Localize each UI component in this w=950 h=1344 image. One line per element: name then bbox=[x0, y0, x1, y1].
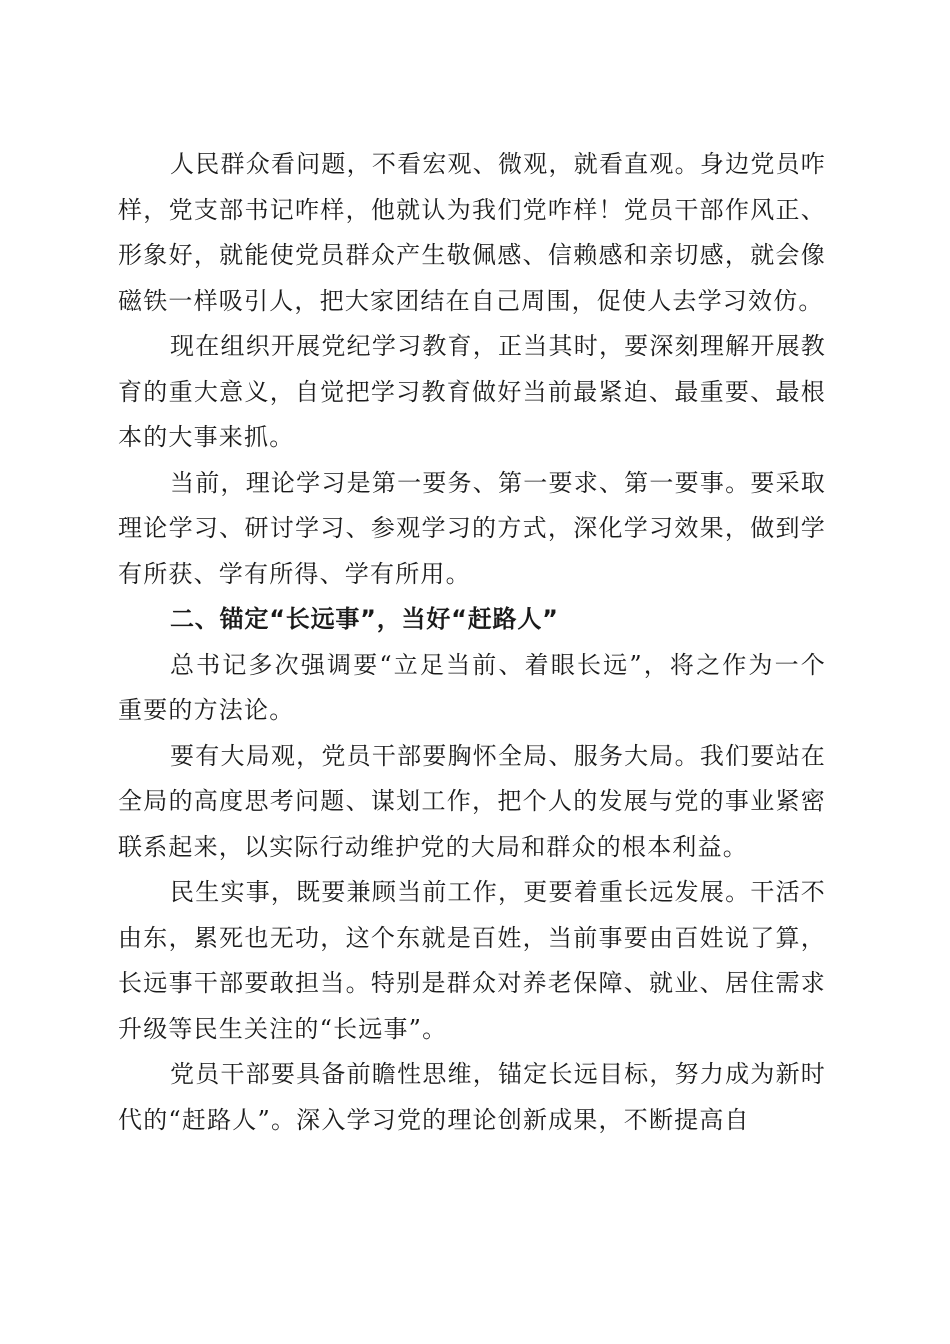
document-body bbox=[118, 142, 826, 1143]
paragraph-theory-study: 当前，理论学习是第一要务、第一要求、第一要事。要采取理论学习、研讨学习、参观学习的方式，深化学习效果，做到学有所获、学有所得、学有所用。 bbox=[118, 468, 826, 588]
paragraph-forward-thinking: 党员干部要具备前瞻性思维，锚定长远目标，努力成为新时代的“赶路人”。深入学习党的理论创新成果，不断提高自 bbox=[118, 1060, 826, 1134]
paragraph-methodology: 总书记多次强调要“立足当前、着眼长远”，将之作为一个重要的方法论。 bbox=[118, 650, 826, 724]
paragraph-livelihood: 民生实事，既要兼顾当前工作，更要着重长远发展。干活不由东，累死也无功，这个东就是百姓，当前事要由百姓说了算，长远事干部要敢担当。特别是群众对养老保障、就业、居住需求升级等民生关注的“长远事”。 bbox=[118, 878, 826, 1043]
paragraph-overall-view: 要有大局观，党员干部要胸怀全局、服务大局。我们要站在全局的高度思考问题、谋划工作，把个人的发展与党的事业紧密联系起来，以实际行动维护党的大局和群众的根本利益。 bbox=[118, 741, 826, 861]
section-heading-long-term: 二、锚定“长远事”，当好“赶路人” bbox=[170, 605, 559, 633]
paragraph-mass-perception: 人民群众看问题，不看宏观、微观，就看直观。身边党员咋样，党支部书记咋样，他就认为我们党咋样！党员干部作风正、形象好，就能使党员群众产生敬佩感、信赖感和亲切感，就会像磁铁一样吸引人，把大家团结在自己周围，促使人去学习效仿。 bbox=[118, 150, 826, 315]
paragraph-party-discipline-education: 现在组织开展党纪学习教育，正当其时，要深刻理解开展教育的重大意义，自觉把学习教育做好当前最紧迫、最重要、最根本的大事来抓。 bbox=[118, 332, 826, 451]
